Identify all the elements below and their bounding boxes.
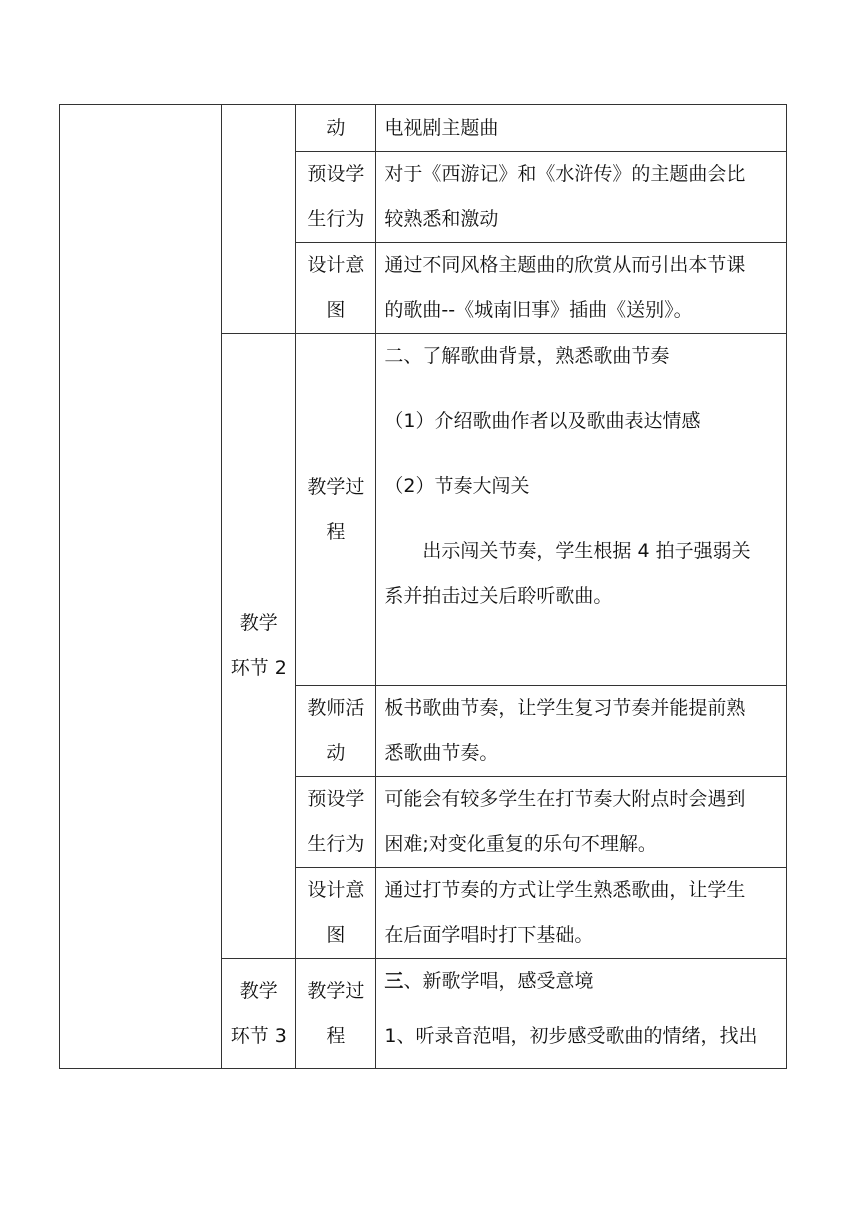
stage-label: 教学 环节 2 (222, 334, 296, 959)
process-content: 二、了解歌曲背景，熟悉歌曲节奏 （1）介绍歌曲作者以及歌曲表达情感 （2）节奏大闯关 出示闯关节奏，学生根据 4 拍子强弱关 系并拍击过关后聆听歌曲。 (376, 334, 787, 686)
row-content: 板书歌曲节奏，让学生复习节奏并能提前熟 悉歌曲节奏。 (376, 686, 787, 777)
stage-label: 教学 环节 3 (222, 959, 296, 1069)
section-number: 三 (384, 970, 404, 992)
row-content: 通过打节奏的方式让学生熟悉歌曲，让学生 在后面学唱时打下基础。 (376, 868, 787, 959)
row-label: 教师活 动 (296, 686, 376, 777)
lesson-plan-table (59, 104, 787, 1069)
row-label: 教学过 程 (296, 959, 376, 1069)
stage-cell-empty (222, 105, 296, 334)
row-content: 可能会有较多学生在打节奏大附点时会遇到 困难;对变化重复的乐句不理解。 (376, 777, 787, 868)
row-label: 预设学 生行为 (296, 777, 376, 868)
row-label: 教学过 程 (296, 334, 376, 686)
outer-left-cell (60, 105, 222, 1069)
row-content: 通过不同风格主题曲的欣赏从而引出本节课 的歌曲--《城南旧事》插曲《送别》。 (376, 243, 787, 334)
row-content: 电视剧主题曲 (376, 105, 787, 152)
row-content: 对于《西游记》和《水浒传》的主题曲会比 较熟悉和激动 (376, 152, 787, 243)
row-label: 预设学 生行为 (296, 152, 376, 243)
table-row (60, 105, 787, 152)
row-label: 设计意 图 (296, 243, 376, 334)
row-label: 设计意 图 (296, 868, 376, 959)
row-label: 动 (296, 105, 376, 152)
process-content: 三、新歌学唱，感受意境 1、听录音范唱，初步感受歌曲的情绪，找出 (376, 959, 787, 1069)
